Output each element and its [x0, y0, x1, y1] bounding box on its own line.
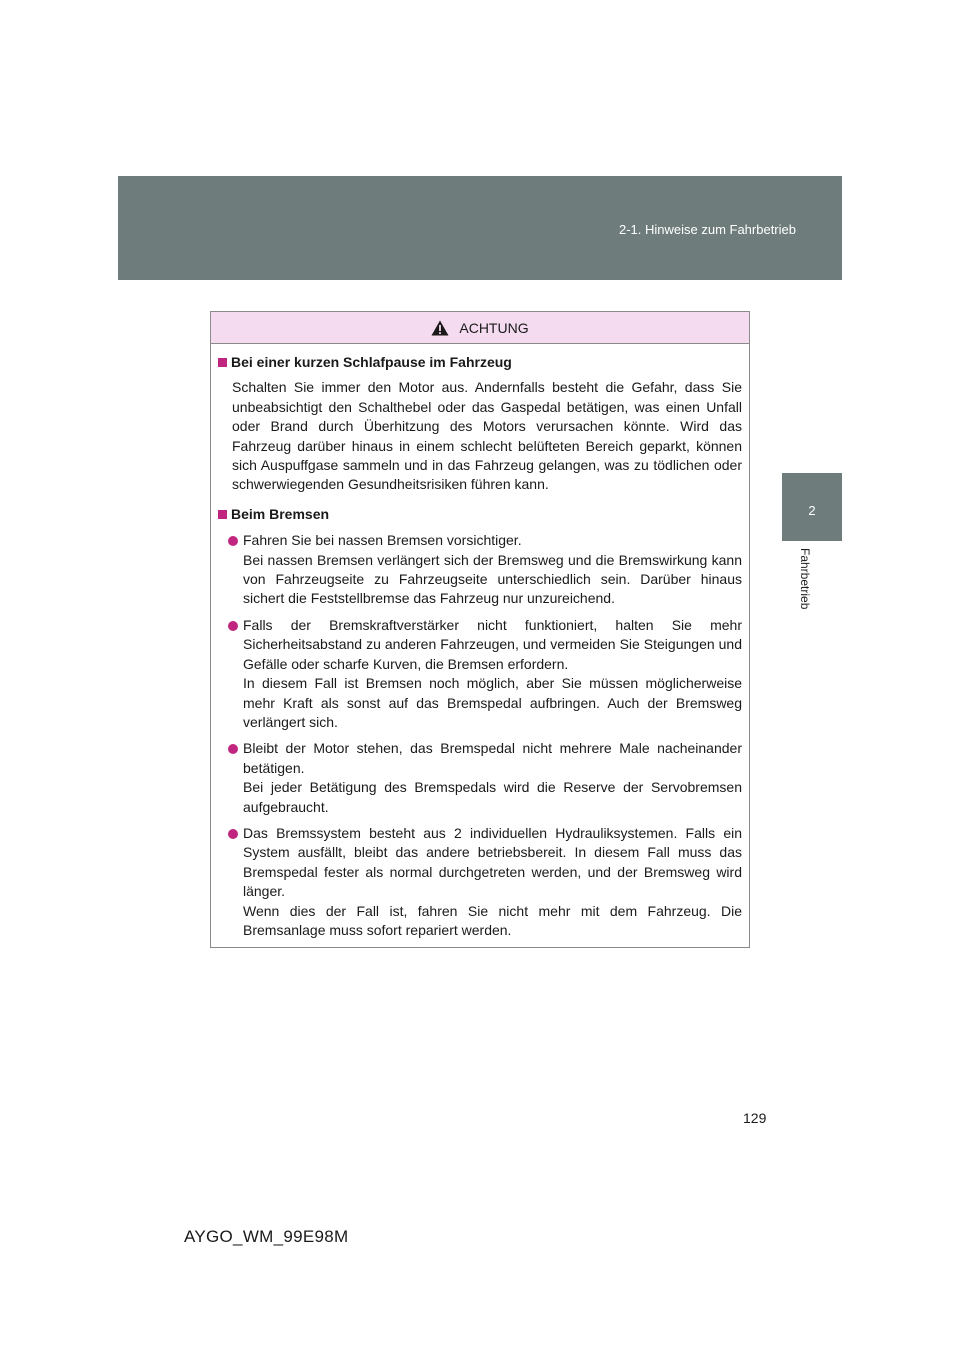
warning-body [211, 344, 749, 940]
square-bullet-icon [218, 510, 227, 519]
list-item: Fahren Sie bei nassen Bremsen vorsichtiger. Bei nassen Bremsen verlängert sich der Bremsweg und die Bremswirkung kann von Fahrzeugseite zu Fahrzeugseite unterschiedlich sein. Darüber hinaus sichert die Feststellbremse das Fahrzeug nur unzureichend. [218, 531, 742, 609]
warning-box [210, 311, 750, 948]
square-bullet-icon [218, 358, 227, 367]
list-item: Bleibt der Motor stehen, das Bremspedal nicht mehrere Male nacheinander betätigen. Bei jeder Betätigung des Bremspedals wird die Reserve der Servobremsen aufgebraucht. [218, 739, 742, 817]
warning-title: ACHTUNG [459, 319, 529, 336]
bullet-dot-icon [228, 621, 238, 631]
document-code: AYGO_WM_99E98M [184, 1227, 349, 1246]
page-number: 129 [743, 1110, 767, 1126]
header-band [118, 176, 842, 280]
list-item: Das Bremssystem besteht aus 2 individuellen Hydrauliksystemen. Falls ein System ausfällt, bleibt das andere betriebsbereit. In diesem Fall muss das Bremspedal fester als normal durchgetreten werden, und der Bremsweg wird länger. Wenn dies der Fall ist, fahren Sie nicht mehr mit dem Fahrzeug. Die Bremsanlage muss sofort repariert werden. [218, 824, 742, 940]
chapter-label: Fahrbetrieb [798, 548, 812, 610]
chapter-number: 2 [808, 503, 816, 518]
bullet-dot-icon [228, 829, 238, 839]
section-heading: Bei einer kurzen Schlafpause im Fahrzeug [218, 353, 742, 372]
section-paragraph: Schalten Sie immer den Motor aus. Andernfalls besteht die Gefahr, dass Sie unbeabsichtigt den Schalthebel oder das Gaspedal betätigen, was einen Unfall oder Brand durch Überhitzung des Motors verursachen könnte. Wird das Fahrzeug darüber hinaus in einem schlecht belüfteten Bereich geparkt, können sich Auspuffgase sammeln und in das Fahrzeug gelangen, was zu tödlichen oder schwerwiegenden Gesundheitsrisiken führen kann. [232, 379, 742, 493]
bullet-dot-icon [228, 744, 238, 754]
list-item: Falls der Bremskraftverstärker nicht funktioniert, halten Sie mehr Sicherheitsabstand zu anderen Fahrzeugen, und vermeiden Sie Steigungen und Gefälle oder scharfe Kurven, die Bremsen erfordern. In diesem Fall ist Bremsen noch möglich, aber Sie müssen möglicherweise mehr Kraft als sonst auf das Bremspedal aufbringen. Auch der Bremsweg verlängert sich. [218, 616, 742, 732]
section-title: 2-1. Hinweise zum Fahrbetrieb [618, 222, 796, 237]
warning-triangle-icon [431, 320, 449, 336]
warning-header [211, 312, 749, 344]
section-heading: Beim Bremsen [218, 505, 742, 524]
bullet-dot-icon [228, 536, 238, 546]
chapter-tab [782, 473, 842, 541]
